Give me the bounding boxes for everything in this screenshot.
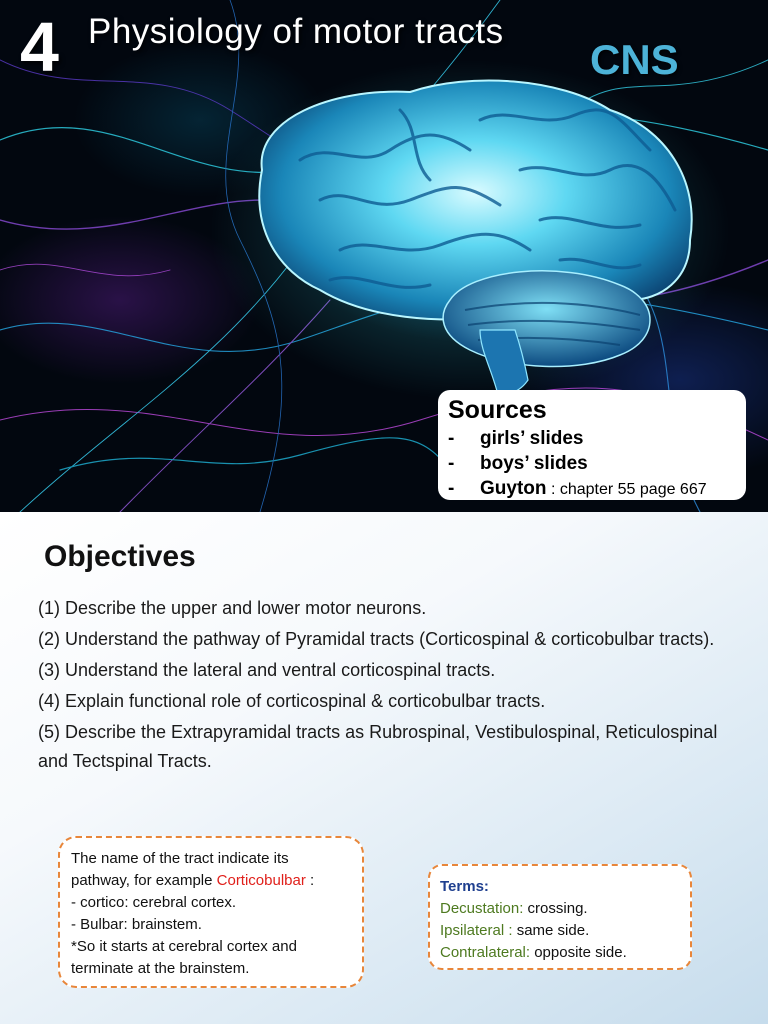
sources-title: Sources [448,396,547,424]
terms-box [428,864,692,970]
note-line [71,870,352,892]
objectives-title: Objectives [44,540,196,573]
bullet-dash: - [448,428,455,449]
terms-title: Terms: [440,878,489,895]
note-line: - Bulbar: brainstem. [71,916,202,933]
source-label: boys’ slides [480,453,588,474]
note-line: The name of the tract indicate its [71,850,289,867]
objective-item: (2) Understand the pathway of Pyramidal tracts (Corticospinal & corticobulbar tracts). [38,629,715,649]
term-row [440,920,682,942]
term-definition: crossing. [523,900,588,917]
note-line: - cortico: cerebral cortex. [71,894,237,911]
slide-title: Physiology of motor tracts [88,12,504,51]
source-item [448,477,736,502]
bullet-dash: - [448,478,455,499]
note-line: terminate at the brainstem. [71,960,250,977]
slide-number: 4 [20,8,59,86]
content-panel [0,512,768,1024]
objective-item: (3) Understand the lateral and ventral corticospinal tracts. [38,660,496,680]
subject-tag: CNS [590,36,679,83]
objective-item: (5) Describe the Extrapyramidal tracts as Rubrospinal, Vestibulospinal, Reticulospinal and Tectspinal Tracts. [38,722,718,771]
source-item [448,452,736,477]
note-text: pathway, for example [71,872,217,889]
term-row [440,898,682,920]
tract-name-note [58,836,364,988]
source-label: Guyton [480,478,547,499]
term-definition: opposite side. [530,944,627,961]
objective-item: (4) Explain functional role of corticospinal & corticobulbar tracts. [38,691,546,711]
term-row [440,942,682,964]
term-name: Ipsilateral : [440,922,513,939]
note-highlight: Corticobulbar [216,872,306,889]
bullet-dash: - [448,453,455,474]
note-line: *So it starts at cerebral cortex and [71,938,297,955]
objective-item: (1) Describe the upper and lower motor neurons. [38,598,427,618]
objectives-list [38,594,738,778]
term-name: Decustation: [440,900,524,917]
sources-box [438,390,746,500]
term-definition: same side. [512,922,590,939]
term-name: Contralateral: [440,944,531,961]
source-item [448,427,736,452]
source-note: : chapter 55 page 667 [546,481,707,498]
note-text: : [305,872,315,889]
source-label: girls’ slides [480,428,584,449]
